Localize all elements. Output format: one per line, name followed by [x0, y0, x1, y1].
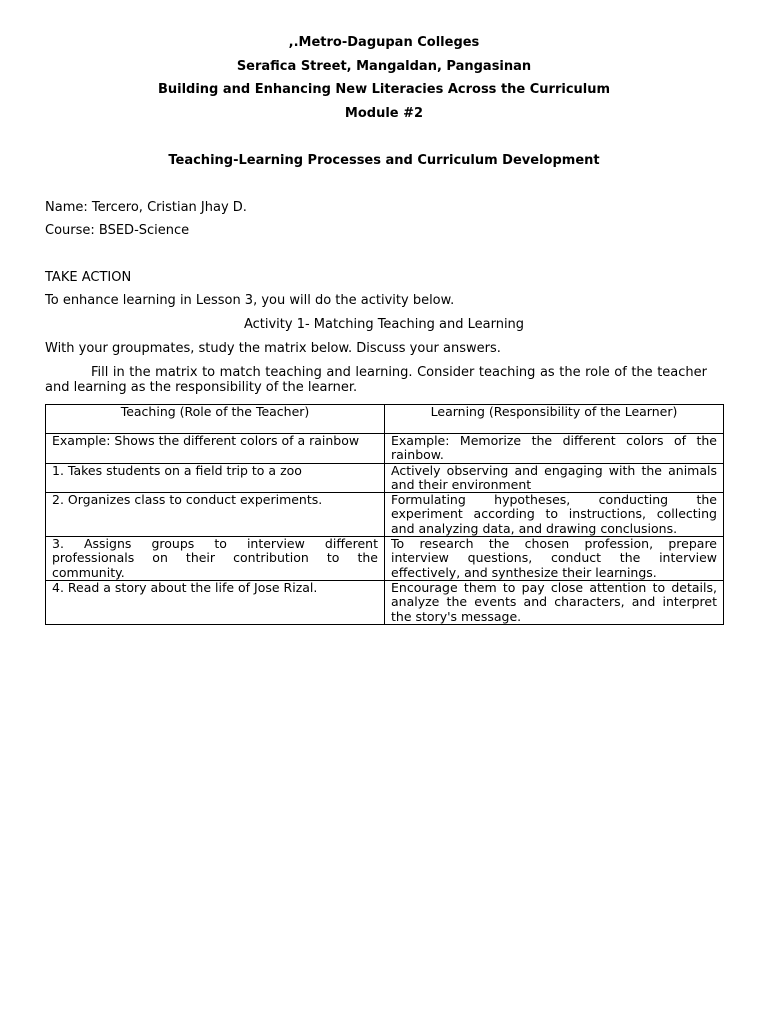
instruction-fill-matrix	[45, 365, 707, 395]
teaching-cell: 2. Organizes class to conduct experiments.	[46, 493, 385, 537]
student-course: Course: BSED-Science	[45, 223, 190, 238]
instruction-fill-matrix-text: Fill in the matrix to match teaching and learning. Consider teaching as the role of the teacher and learning as the responsibility of the learner.	[45, 365, 707, 395]
table-row	[46, 434, 724, 464]
table-row	[46, 463, 724, 493]
section-heading: TAKE ACTION	[45, 270, 132, 285]
activity-title: Activity 1- Matching Teaching and Learning	[243, 317, 525, 332]
student-name: Name: Tercero, Cristian Jhay D.	[45, 200, 247, 215]
matching-matrix	[45, 404, 724, 625]
learning-cell: To research the chosen profession, prepare interview questions, conduct the interview effectively, and synthesize their learnings.	[385, 537, 724, 581]
table-row	[46, 537, 724, 581]
school-address: Serafica Street, Mangaldan, Pangasinan	[236, 59, 532, 74]
learning-cell: Example: Memorize the different colors of the rainbow.	[385, 434, 724, 464]
module-number: Module #2	[344, 106, 424, 121]
teaching-cell: 1. Takes students on a field trip to a zoo	[46, 463, 385, 493]
header-learning: Learning (Responsibility of the Learner)	[385, 405, 724, 434]
teaching-cell: Example: Shows the different colors of a rainbow	[46, 434, 385, 464]
intro-text: To enhance learning in Lesson 3, you will do the activity below.	[45, 293, 455, 308]
module-topic: Teaching-Learning Processes and Curriculum Development	[168, 153, 600, 168]
learning-cell: Formulating hypotheses, conducting the experiment according to instructions, collecting and analyzing data, and drawing conclusions.	[385, 493, 724, 537]
course-title: Building and Enhancing New Literacies Across the Curriculum	[157, 82, 611, 97]
table-row	[46, 580, 724, 624]
teaching-cell: 3. Assigns groups to interview different professionals on their contribution to the community.	[46, 537, 385, 581]
learning-cell: Encourage them to pay close attention to details, analyze the events and characters, and interpret the story's message.	[385, 580, 724, 624]
table-row	[46, 493, 724, 537]
school-name: ,.Metro-Dagupan Colleges	[288, 35, 480, 50]
matrix-header-row	[46, 405, 724, 434]
teaching-cell: 4. Read a story about the life of Jose Rizal.	[46, 580, 385, 624]
header-teaching: Teaching (Role of the Teacher)	[46, 405, 385, 434]
learning-cell: Actively observing and engaging with the animals and their environment	[385, 463, 724, 493]
instruction-groupmates: With your groupmates, study the matrix below. Discuss your answers.	[45, 341, 501, 356]
